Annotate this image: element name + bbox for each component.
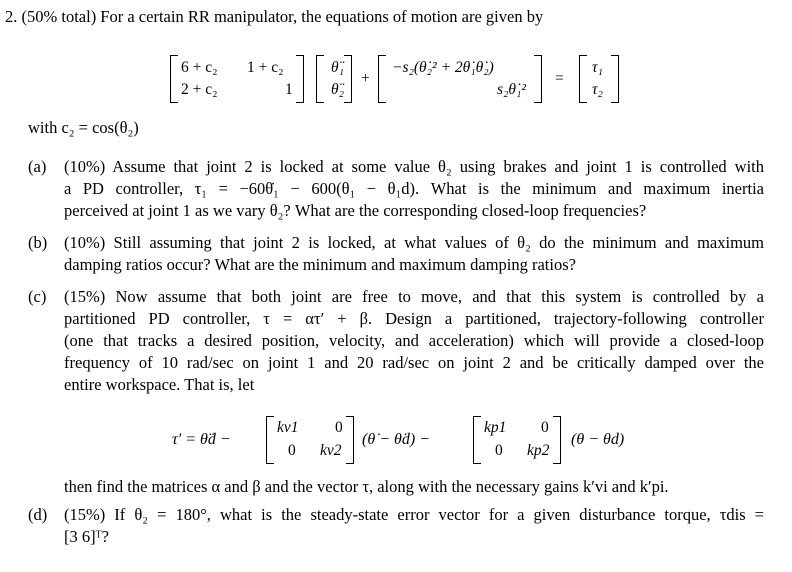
equals-sign: = [555,70,564,87]
part-a-line-3: perceived at joint 1 as we vary θ₂? What are the corresponding closed-loop frequencies? [64,201,647,220]
kv1: kv1 [277,419,299,436]
part-d-line-1: (15%) If θ₂ = 180°, what is the steady-state error vector for a given disturbance torque, τdis = [64,505,764,524]
kv2: kv2 [320,442,342,459]
problem-header-text: (50% total) For a certain RR manipulator, the equations of motion are given by [21,7,544,26]
plus-sign: + [361,70,370,87]
left-bracket [473,416,481,464]
right-bracket [553,416,561,464]
zero-entry: 0 [495,442,503,459]
part-c-text [64,286,764,396]
theta1-ddot: θ̈₁ [331,59,345,76]
with-definition: with c₂ = cos(θ₂) [28,118,139,137]
part-c-line-1: (15%) Now assume that both joint are free to move, and that this system is controlled by a [64,287,764,306]
zero-entry: 0 [541,419,549,436]
theta2-ddot: θ̈₂ [331,81,345,98]
matrix-m21: 2 + c₂ [181,81,218,98]
part-c-line-4: frequency of 10 rad/sec on joint 1 and 20 rad/sec on joint 2 and be critically damped over the [64,353,764,372]
zero-entry: 0 [288,442,296,459]
part-d-line-2: [3 6]ᵀ? [64,527,109,546]
part-b-text [64,232,764,276]
matrix-m11: 6 + c₂ [181,59,218,76]
part-a-label: (a) [28,157,47,176]
tau-prime-lhs: τ′ = θ̈d − [172,431,231,448]
right-bracket [346,416,354,464]
part-a-line-2: a PD controller, τ₁ = −60θ̇₁ − 600(θ₁ − θ₁d). What is the minimum and maximum inertia [64,179,764,198]
part-c-line-3: (one that tracks a desired position, velocity, and acceleration) which will provide a closed-loop [64,331,764,350]
part-b-line-1: (10%) Still assuming that joint 2 is locked, at what values of θ₂ do the minimum and maximum [64,233,764,252]
part-c-label: (c) [28,287,47,306]
left-bracket [579,55,587,103]
part-a-text [64,156,764,222]
right-bracket [344,55,352,103]
matrix-m22: 1 [285,81,293,98]
velocity-error: (θ̇ − θ̇d) − [362,431,430,448]
right-bracket [296,55,304,103]
tau1: τ₁ [592,59,603,76]
position-error: (θ − θd) [571,431,625,448]
left-bracket [170,55,178,103]
left-bracket [378,55,386,103]
part-b-line-2: damping ratios occur? What are the minimum and maximum damping ratios? [64,255,576,274]
part-c-line-2: partitioned PD controller, τ = ατ′ + β. Design a partitioned, trajectory-following controller [64,309,764,328]
problem-header [5,6,543,28]
tau2: τ₂ [592,81,603,98]
kp2: kp2 [527,442,550,459]
part-d-label: (d) [28,505,48,524]
left-bracket [316,55,324,103]
coriolis-term-1: −s₂(θ̇₂² + 2θ̇₁θ̇₂) [392,59,494,76]
part-b-label: (b) [28,233,48,252]
part-d-text [64,504,764,548]
problem-number: 2. [5,7,18,26]
part-c-line-5: entire workspace. That is, let [64,375,255,394]
right-bracket [534,55,542,103]
right-bracket [611,55,619,103]
left-bracket [266,416,274,464]
zero-entry: 0 [335,419,343,436]
coriolis-term-2: s₂θ̇₁² [497,81,527,98]
part-a-line-1: (10%) Assume that joint 2 is locked at some value θ₂ using brakes and joint 1 is controlled with [64,157,764,176]
kp1: kp1 [484,419,507,436]
matrix-m12: 1 + c₂ [247,59,284,76]
part-c-after-text: then find the matrices α and β and the vector τ, along with the necessary gains k′vi and k′pi. [64,477,669,496]
